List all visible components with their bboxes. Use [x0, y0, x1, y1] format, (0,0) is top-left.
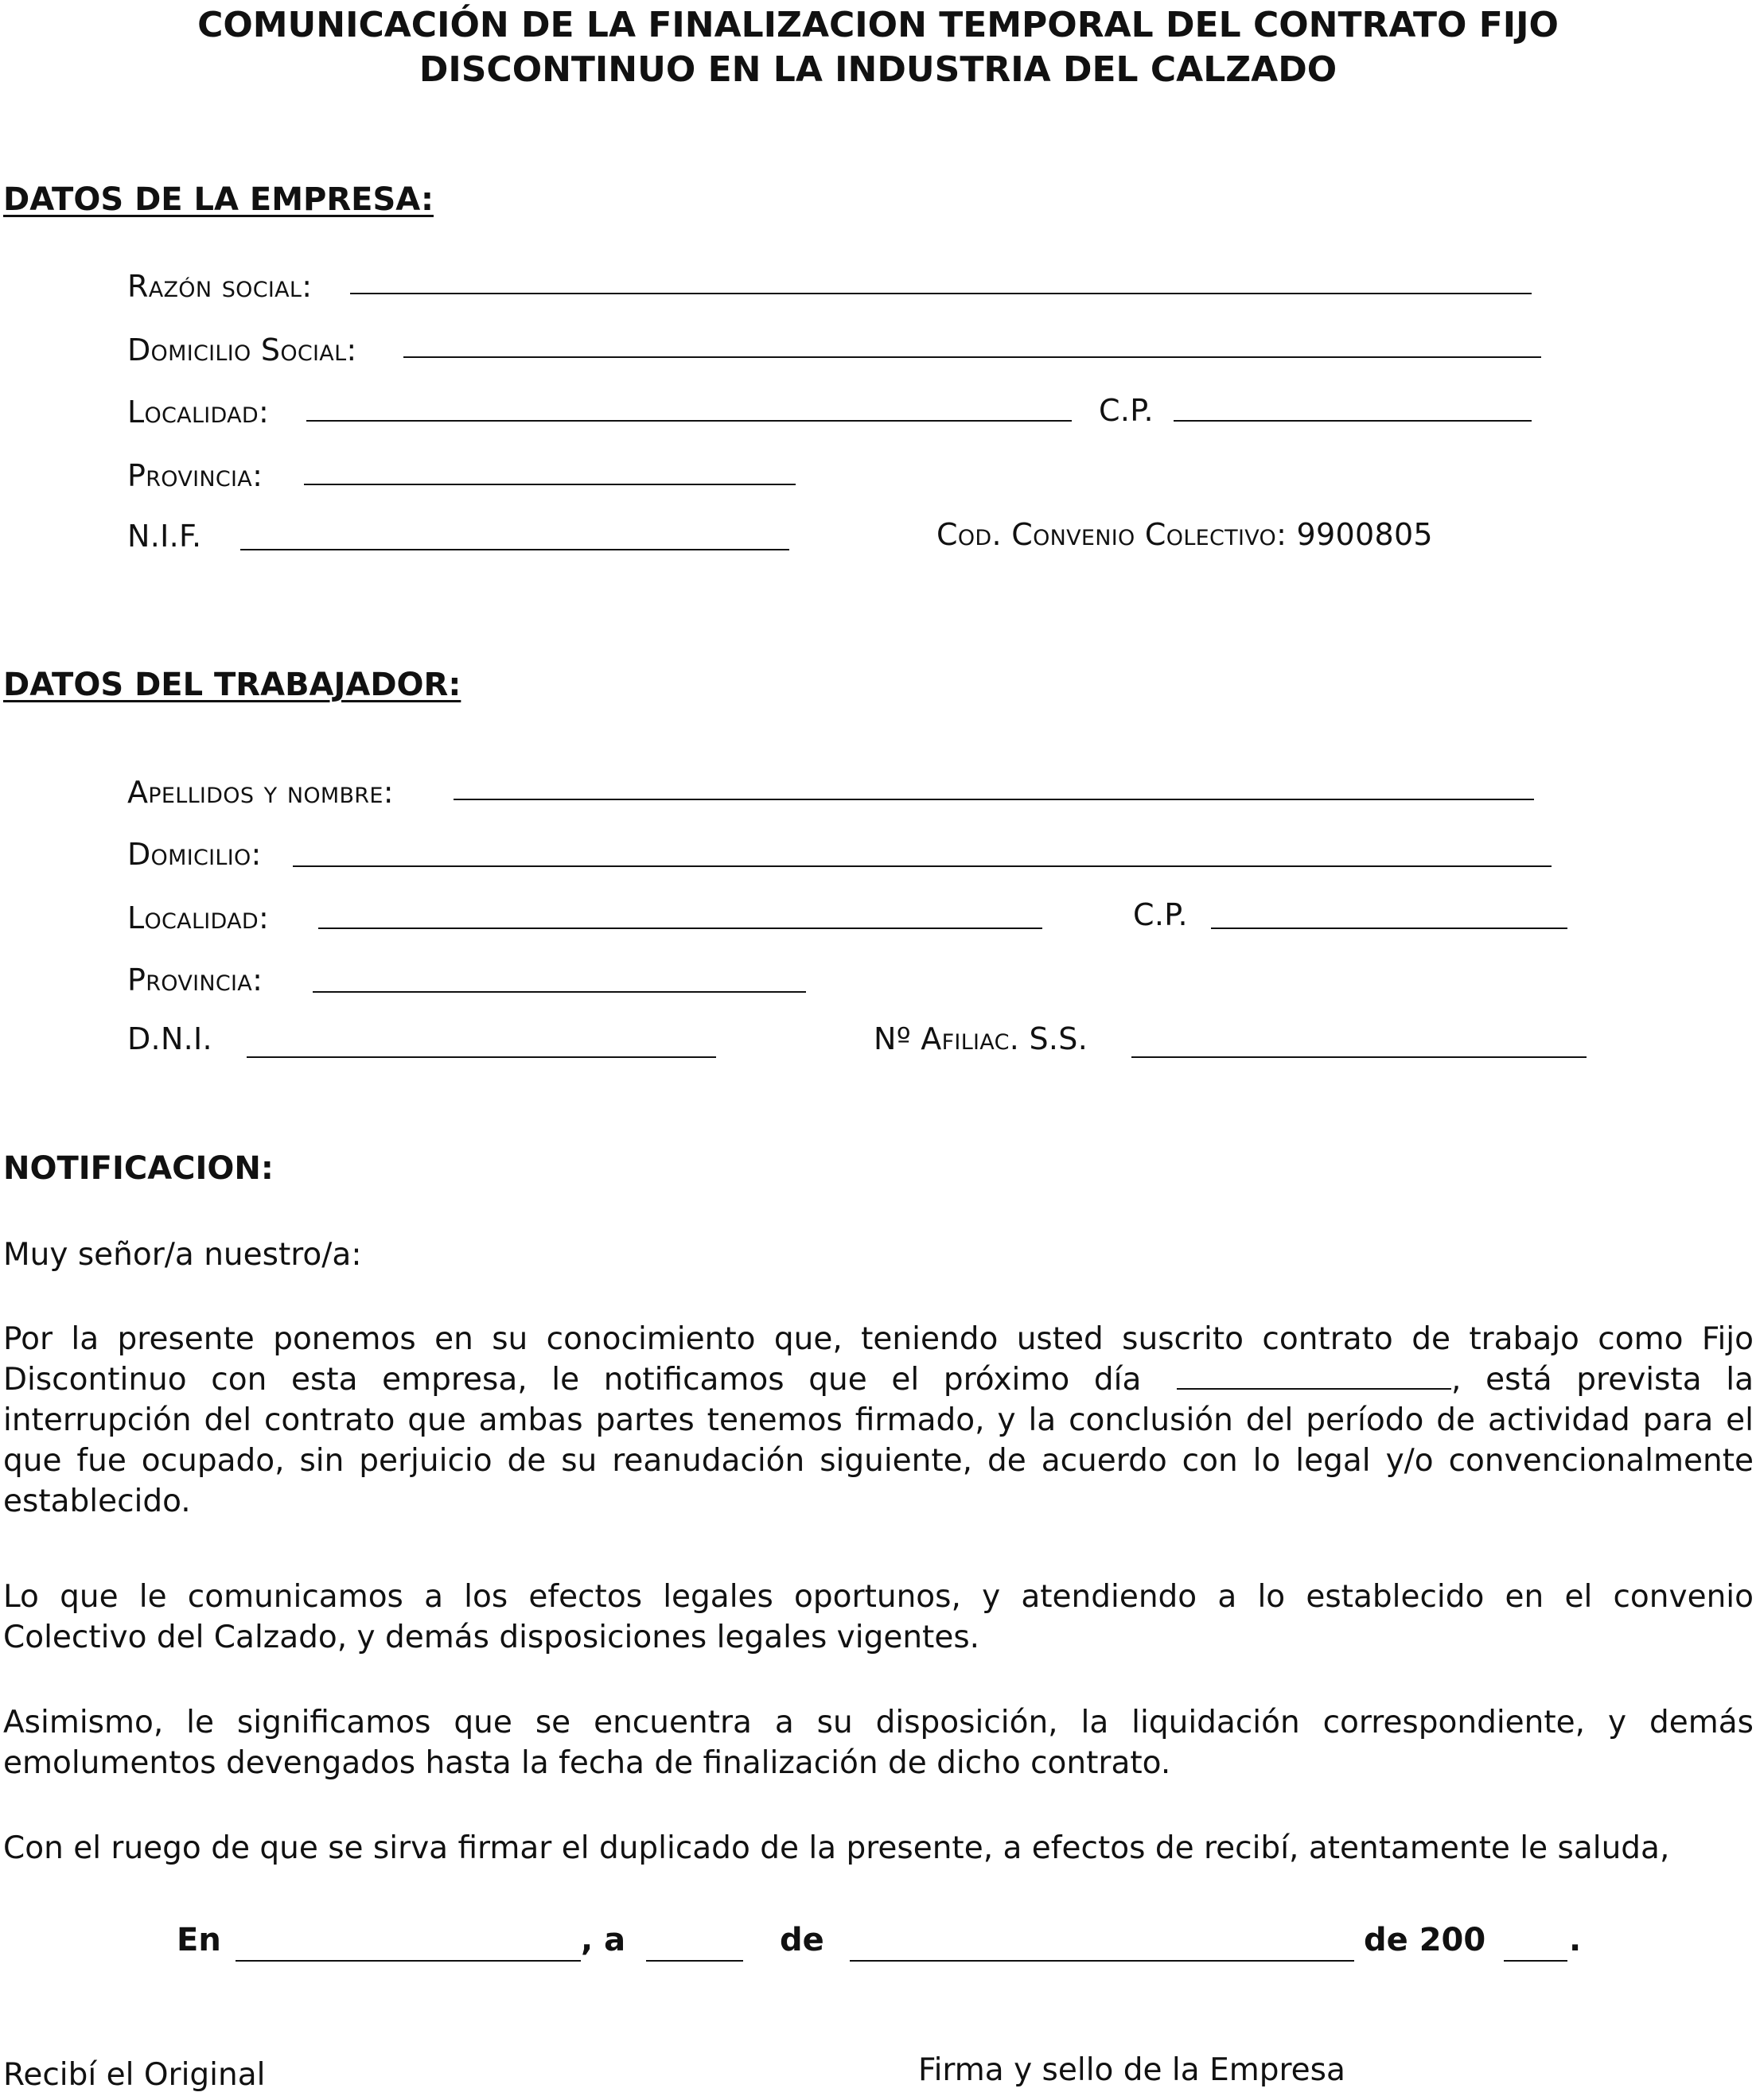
- paragraph-1-line-2: [3, 1359, 1754, 1400]
- label-provincia-trabajador: Provincia:: [127, 962, 263, 998]
- field-dni[interactable]: [247, 1056, 716, 1058]
- closing-de: de: [780, 1922, 824, 1958]
- closing-dot: .: [1569, 1922, 1582, 1958]
- field-cp-trabajador[interactable]: [1211, 928, 1567, 929]
- signature-label-empresa: Firma y sello de la Empresa: [918, 2052, 1345, 2088]
- label-cp-empresa: C.P.: [1099, 393, 1154, 428]
- paragraph-1-line-1: Por la presente ponemos en su conocimiento que, teniendo usted suscrito contrato de trabajo como Fijo: [3, 1321, 1754, 1357]
- paragraph-1-line-2-text-a: Discontinuo con esta empresa, le notificamos que el próximo día: [3, 1362, 1142, 1398]
- field-provincia-empresa[interactable]: [304, 484, 796, 485]
- field-mes[interactable]: [850, 1960, 1354, 1962]
- field-razon-social[interactable]: [350, 293, 1532, 294]
- field-apellidos-nombre[interactable]: [454, 799, 1534, 800]
- label-razon-social: Razón social:: [127, 269, 313, 304]
- field-domicilio-trabajador[interactable]: [293, 865, 1552, 867]
- field-localidad-trabajador[interactable]: [318, 928, 1042, 929]
- label-localidad-empresa: Localidad:: [127, 395, 270, 430]
- paragraph-1: [3, 1319, 1754, 1522]
- salutation: Muy señor/a nuestro/a:: [3, 1237, 362, 1273]
- field-cp-empresa[interactable]: [1174, 420, 1532, 422]
- label-dni: D.N.I.: [127, 1021, 212, 1056]
- field-fecha-interrupcion[interactable]: [1177, 1387, 1451, 1390]
- label-provincia-empresa: Provincia:: [127, 458, 263, 493]
- paragraph-4: Con el ruego de que se sirva firmar el duplicado de la presente, a efectos de recibí, atentamente le saluda,: [3, 1830, 1670, 1866]
- signature-label-recibi: Recibí el Original: [3, 2057, 266, 2093]
- field-lugar[interactable]: [236, 1960, 581, 1962]
- paragraph-3-line-1: Asimismo, le significamos que se encuentra a su disposición, la liquidación correspondiente, y demás: [3, 1705, 1754, 1740]
- section-heading-empresa: DATOS DE LA EMPRESA:: [3, 181, 434, 218]
- closing-a: , a: [581, 1922, 626, 1958]
- field-afiliacion-ss[interactable]: [1131, 1056, 1587, 1058]
- document-title-line-2: DISCONTINUO EN LA INDUSTRIA DEL CALZADO: [419, 49, 1337, 90]
- label-cp-trabajador: C.P.: [1133, 897, 1188, 932]
- paragraph-1-line-3: interrupción del contrato que ambas partes tenemos firmado, y la conclusión del período de actividad para el: [3, 1402, 1754, 1438]
- closing-de-year: de 200: [1364, 1922, 1486, 1958]
- paragraph-1-line-5: establecido.: [3, 1484, 191, 1519]
- field-domicilio-social[interactable]: [403, 356, 1541, 358]
- field-nif[interactable]: [240, 549, 789, 550]
- label-nif: N.I.F.: [127, 519, 202, 554]
- paragraph-3: [3, 1702, 1754, 1783]
- closing-en: En: [177, 1922, 221, 1958]
- section-heading-trabajador: DATOS DEL TRABAJADOR:: [3, 667, 461, 703]
- section-heading-notificacion: NOTIFICACION:: [3, 1150, 274, 1187]
- paragraph-2: [3, 1577, 1754, 1658]
- field-provincia-trabajador[interactable]: [313, 991, 806, 993]
- label-afiliacion-ss: Nº Afiliac. S.S.: [874, 1021, 1088, 1056]
- field-localidad-empresa[interactable]: [306, 420, 1072, 422]
- field-anio[interactable]: [1504, 1960, 1567, 1962]
- label-domicilio-social: Domicilio Social:: [127, 332, 357, 368]
- paragraph-2-line-1: Lo que le comunicamos a los efectos legales oportunos, y atendiendo a lo establecido en el convenio: [3, 1579, 1754, 1615]
- label-apellidos-nombre: Apellidos y nombre:: [127, 775, 394, 810]
- field-dia[interactable]: [646, 1960, 743, 1962]
- document-title-line-1: COMUNICACIÓN DE LA FINALIZACION TEMPORAL DEL CONTRATO FIJO: [197, 5, 1559, 45]
- paragraph-3-line-2: emolumentos devengados hasta la fecha de finalización de dicho contrato.: [3, 1745, 1171, 1781]
- paragraph-2-line-2: Colectivo del Calzado, y demás disposiciones legales vigentes.: [3, 1620, 980, 1655]
- paragraph-1-line-4: que fue ocupado, sin perjuicio de su reanudación siguiente, de acuerdo con lo legal y/o convencionalmente: [3, 1443, 1754, 1479]
- label-localidad-trabajador: Localidad:: [127, 900, 270, 935]
- paragraph-1-line-2-text-b: , está prevista la: [1451, 1362, 1754, 1398]
- label-domicilio-trabajador: Domicilio:: [127, 837, 262, 872]
- label-cod-convenio: Cod. Convenio Colectivo: 9900805: [936, 517, 1433, 552]
